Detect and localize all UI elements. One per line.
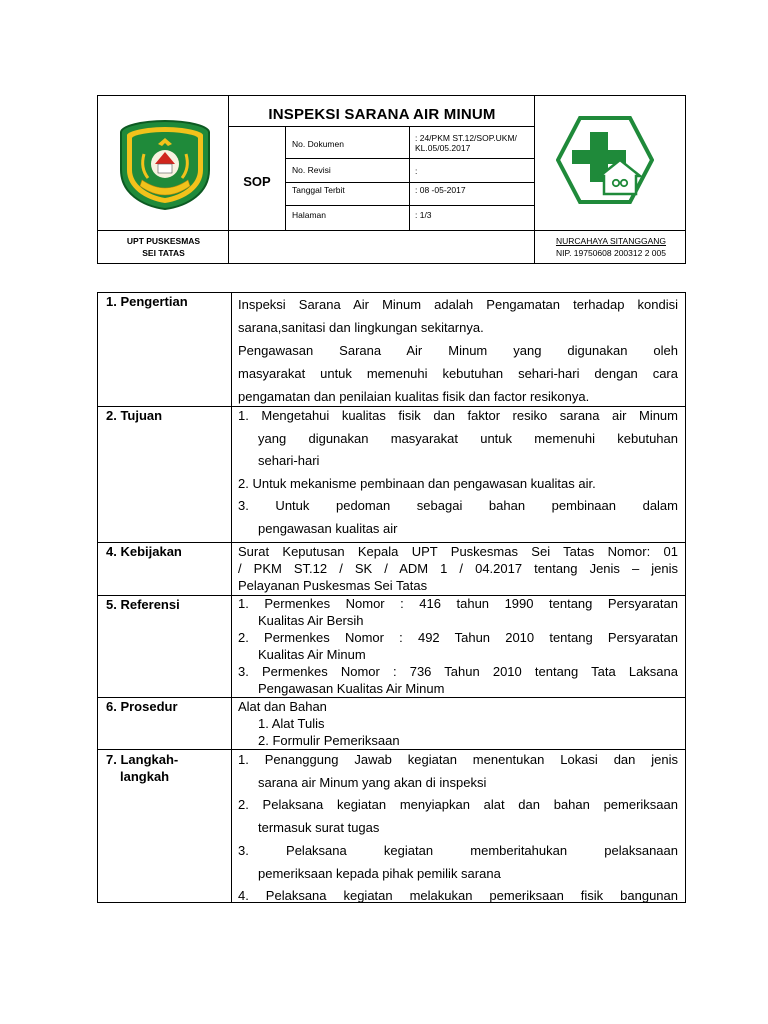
- section-text-tujuan: [238, 405, 678, 541]
- meta-label-halaman: Halaman: [292, 210, 327, 220]
- text-line: sarana,sanitasi dan lingkungan sekitarnya.: [238, 320, 484, 335]
- column-divider: [231, 293, 232, 902]
- meta-value-line: : 24/PKM ST.12/SOP.UKM/: [415, 133, 517, 143]
- signatory-nip: NIP. 19750608 200312 2 005: [556, 248, 666, 258]
- unit-name-line: SEI TATAS: [142, 248, 185, 258]
- unit-name-line: UPT PUSKESMAS: [126, 236, 201, 246]
- text-line: Pelayanan Puskesmas Sei Tatas: [238, 578, 428, 593]
- label-line: 7. Langkah-: [106, 752, 179, 767]
- list-item-continuation: Kualitas Air Bersih: [258, 613, 364, 628]
- list-item-continuation: termasuk surat tugas: [258, 820, 380, 836]
- text-line: pengamatan dan penilaian kualitas fisik dan factor resikonya.: [238, 389, 590, 404]
- list-item: 4. Pelaksana kegiatan melakukan pemeriksaan fisik bangunan: [238, 888, 678, 904]
- divider: [285, 158, 534, 159]
- signatory-name: NURCAHAYA SITANGGANG: [555, 236, 667, 246]
- list-item: 3. Pelaksana kegiatan memberitahukan pelaksanaan: [238, 842, 678, 858]
- list-item-continuation: sehari-hari: [258, 453, 320, 469]
- list-item: 2. Pelaksana kegiatan menyiapkan alat dan bahan pemeriksaan: [238, 797, 678, 813]
- meta-value-no-dokumen: [415, 133, 517, 153]
- meta-label-no-revisi: No. Revisi: [292, 165, 331, 175]
- list-item: 1. Alat Tulis: [258, 716, 325, 731]
- divider: [409, 126, 410, 230]
- section-label-langkah: [106, 751, 178, 785]
- section-label-prosedur: 6. Prosedur: [106, 699, 178, 714]
- list-item: 1. Permenkes Nomor : 416 tahun 1990 tentang Persyaratan: [238, 596, 678, 611]
- section-text-pengertian: [238, 293, 678, 408]
- text-line: masyarakat untuk memenuhi kebutuhan sehari-hari dengan cara: [238, 366, 678, 381]
- list-item: 2. Formulir Pemeriksaan: [258, 733, 400, 748]
- text-line: / PKM ST.12 / SK / ADM 1 / 04.2017 tentang Jenis – jenis: [238, 561, 678, 576]
- section-label-tujuan: 2. Tujuan: [106, 408, 163, 423]
- meta-label-tanggal-terbit: Tanggal Terbit: [292, 185, 345, 195]
- divider: [98, 230, 685, 231]
- regency-emblem-logo: [118, 118, 212, 210]
- section-label-referensi: 5. Referensi: [106, 597, 180, 612]
- list-item-continuation: sarana air Minum yang akan di inspeksi: [258, 774, 487, 790]
- section-label-kebijakan: 4. Kebijakan: [106, 544, 182, 559]
- list-item: 3. Untuk pedoman sebagai bahan pembinaan dalam: [238, 498, 678, 514]
- divider: [285, 126, 286, 230]
- list-item: 2. Untuk mekanisme pembinaan dan pengawasan kualitas air.: [238, 475, 596, 491]
- meta-label-no-dokumen: No. Dokumen: [292, 139, 344, 149]
- meta-value-tanggal-terbit: : 08 -05-2017: [415, 185, 466, 195]
- text-line: Alat dan Bahan: [238, 699, 327, 714]
- list-item-continuation: yang digunakan masyarakat untuk memenuhi kebutuhan: [258, 430, 678, 446]
- unit-name: [98, 235, 229, 259]
- section-text-langkah: [238, 749, 678, 908]
- list-item: 1. Penanggung Jawab kegiatan menentukan Lokasi dan jenis: [238, 752, 678, 767]
- section-label-pengertian: 1. Pengertian: [106, 294, 188, 309]
- list-item-continuation: Pengawasan Kualitas Air Minum: [258, 681, 445, 696]
- label-line: langkah: [120, 769, 170, 784]
- header-table: [97, 95, 686, 264]
- meta-value-no-revisi: :: [415, 166, 418, 176]
- sop-label: SOP: [243, 174, 271, 189]
- meta-value-halaman: : 1/3: [415, 210, 432, 220]
- list-item-continuation: Kualitas Air Minum: [258, 647, 366, 662]
- list-item: 1. Mengetahui kualitas fisik dan faktor resiko sarana air Minum: [238, 408, 678, 423]
- text-line: Pengawasan Sarana Air Minum yang digunakan oleh: [238, 343, 678, 358]
- puskesmas-logo: [556, 116, 654, 204]
- list-item-continuation: pemeriksaan kepada pihak pemilik sarana: [258, 865, 501, 881]
- section-text-kebijakan: [238, 543, 678, 594]
- text-line: Inspeksi Sarana Air Minum adalah Pengamatan terhadap kondisi: [238, 297, 678, 312]
- signatory: [535, 235, 687, 259]
- meta-value-line: KL.05/05.2017: [415, 143, 471, 153]
- section-text-prosedur: [238, 698, 678, 749]
- divider: [285, 182, 534, 183]
- list-item-continuation: pengawasan kualitas air: [258, 520, 398, 536]
- content-table: [97, 292, 686, 903]
- document-title: INSPEKSI SARANA AIR MINUM: [268, 106, 496, 123]
- divider: [228, 126, 534, 127]
- divider: [285, 205, 534, 206]
- list-item: 3. Permenkes Nomor : 736 Tahun 2010 tentang Tata Laksana: [238, 664, 678, 679]
- text-line: Surat Keputusan Kepala UPT Puskesmas Sei Tatas Nomor: 01: [238, 544, 678, 559]
- list-item: 2. Permenkes Nomor : 492 Tahun 2010 tentang Persyaratan: [238, 630, 678, 645]
- section-text-referensi: [238, 595, 678, 697]
